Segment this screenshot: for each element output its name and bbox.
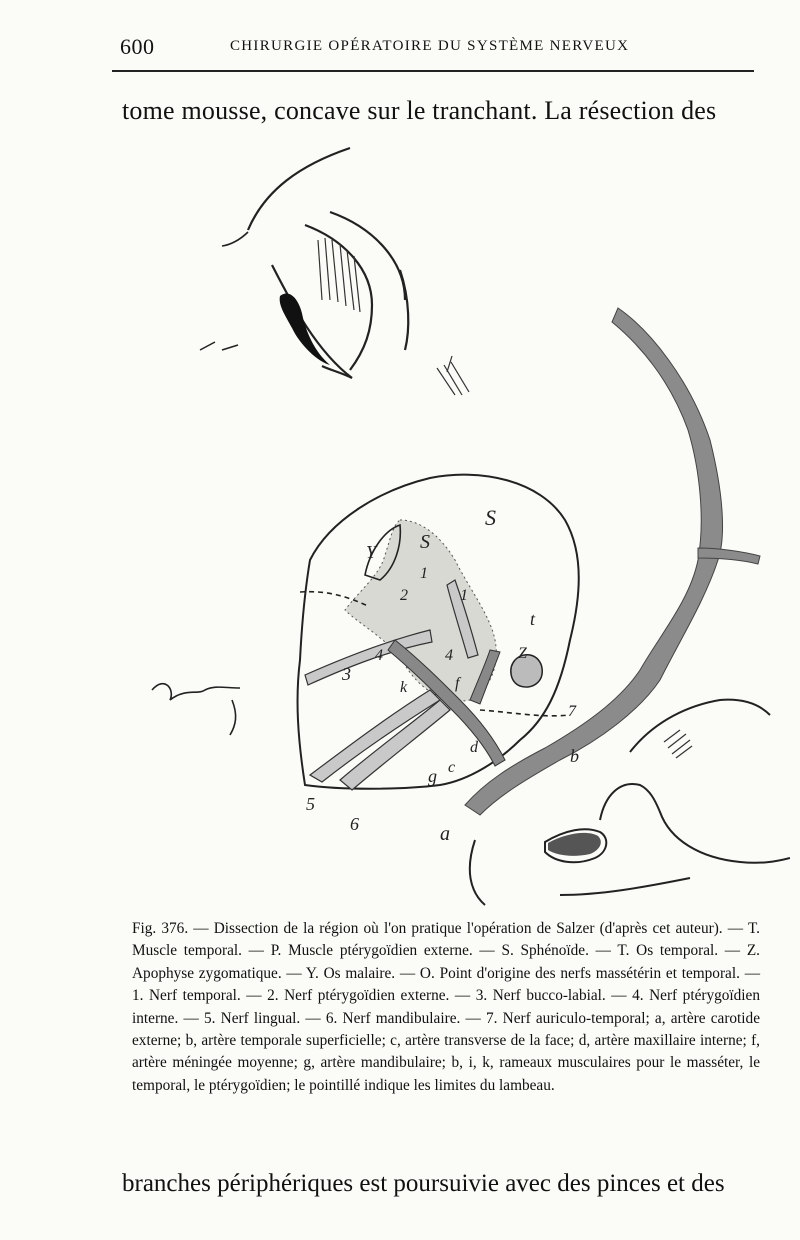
label-c: c xyxy=(448,759,456,776)
flap-limit-dashed-2 xyxy=(480,710,570,716)
label-y: Y xyxy=(366,542,377,562)
label-t: t xyxy=(530,609,536,629)
label-a: a xyxy=(440,823,450,845)
label-1-lower: 1 xyxy=(460,587,468,604)
header-rule xyxy=(112,70,754,72)
temporal-artery xyxy=(465,308,723,815)
label-5: 5 xyxy=(306,794,315,814)
label-f: f xyxy=(455,675,460,692)
label-3: 3 xyxy=(342,664,351,684)
label-4-b: 4 xyxy=(445,647,453,664)
label-4-a: 4 xyxy=(375,647,383,664)
body-text-bottom: branches périphériques est poursuivie avec des pinces et des xyxy=(122,1170,725,1197)
hatching-lower xyxy=(664,730,692,758)
label-g: g xyxy=(428,766,437,786)
label-d: d xyxy=(470,739,478,756)
figure-drawing xyxy=(150,130,790,910)
label-b: b xyxy=(570,746,579,766)
label-7: 7 xyxy=(568,703,576,720)
page-number: 600 xyxy=(120,34,155,59)
label-s-upper: S xyxy=(485,505,496,530)
label-2: 2 xyxy=(400,587,408,604)
label-z: Z xyxy=(518,645,527,662)
figure-caption: Fig. 376. — Dissection de la région où l'on pratique l'opération de Salzer (d'après cet auteur). — T. Muscle temporal. — P. Muscle ptérygoïdien externe. — S. Sphénoïde. — T. Os temporal. — Z. Apophyse zygomatique. — Y. Os malaire. — O. Point d'origine des nerfs massétérin et temporal. — 1. Nerf temporal. — 2. Nerf ptérygoïdien externe. — 3. Nerf bucco-labial. — 4. Nerf ptérygoïdien interne. — 5. Nerf lingual. — 6. Nerf mandibulaire. — 7. Nerf auriculo-temporal; a, artère carotide externe; b, artère temporale superficielle; c, artère transverse de la face; d, artère maxillaire interne; f, artère méningée moyenne; g, artère mandibulaire; b, i, k, rameaux musculaires pour le masséter, le temporal, le ptérygoïdien; le pointillé indique les limites du lambeau. xyxy=(132,920,760,1094)
label-s-inner: S xyxy=(420,531,430,553)
label-6: 6 xyxy=(350,814,359,834)
lower-right-structures xyxy=(470,700,790,905)
orbit-dark-mark xyxy=(280,293,330,365)
body-text-top: tome mousse, concave sur le tranchant. La résection des xyxy=(122,96,717,125)
anatomical-figure xyxy=(150,130,790,910)
page-header xyxy=(112,30,752,64)
running-head: CHIRURGIE OPÉRATOIRE DU SYSTÈME NERVEUX xyxy=(230,38,630,54)
label-1-upper: 1 xyxy=(420,565,428,582)
label-k: k xyxy=(400,679,408,696)
